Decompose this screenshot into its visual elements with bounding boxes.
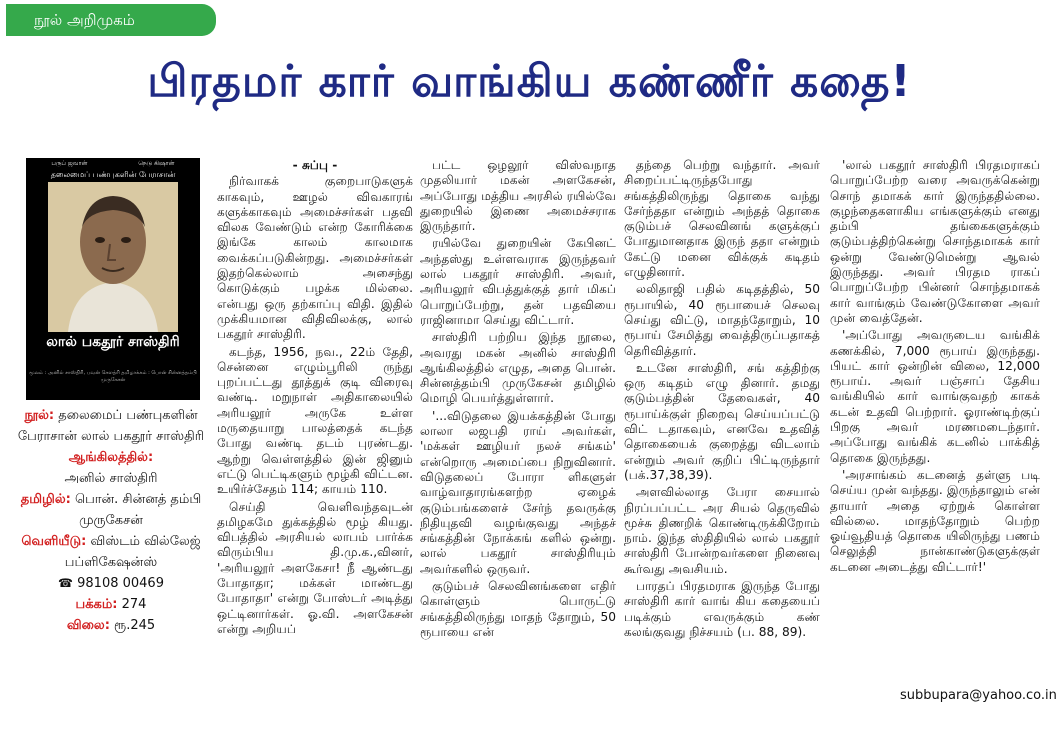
- author-byline: - சுப்பு -: [292, 158, 338, 172]
- cover-top-right: நெடு கிஷான்: [138, 160, 175, 167]
- cover-name: லால் பகதூர் சாஸ்திரி: [46, 334, 180, 350]
- paragraph: பாரதப் பிரதமராக இருந்த போது சாஸ்திரி கார் வாங் கிய கதையைப் படிக்கும் எவருக்கும் கண் கலங்குவது நிச்சயம் (ப. 88, 89).: [624, 579, 820, 639]
- cover-title: தலைமைப் பண்புகளின் பேராசான்: [50, 170, 176, 179]
- price-value: ரூ.245: [114, 618, 156, 633]
- paragraph: உடனே சாஸ்திரி, சங் கத்திற்கு ஒரு கடிதம் எழு தினார். தமது குடும்பத்தின் தேவைகள், 40 ரூபாய்க்குள் நிறைவு செய்யப்பட்டு விட் டதாகவும், எனவே உதவித் தொகையைக் குறைத்து விடலாம் என்றும் அவர் குறிப் பிட்டிருந்தார் (பக்.37,38,39).: [624, 360, 820, 482]
- cover-top-left: பருப் ஜவான்: [51, 160, 88, 167]
- paragraph: குடும்பச் செலவினங்களை எதிர் கொள்ளும் பொருட்டு சங்கத்திலிருந்து மாதந் தோறும், 50 ரூபாயை என்: [420, 579, 616, 639]
- paragraph: '...விடுதலை இயக்கத்தின் போது லாலா லஜபதி ராய் அவர்கள், 'மக்கள் ஊழியர் நலச் சங்கம்' என்றொரு அமைப்பை நிறுவினார். விடுதலைப் போரா ளிகளுள் வாழ்வாதாரங்களற்ற ஏழைக் குடும்பங்களைச் சேர்ந் தவருக்கு நிதியுதவி வழங்குவது அந்தச் சங்கத்தின் நோக்கங் களில் ஒன்று. லால் பகதூர் சாஸ்திரியும் அவர்களில் ஒருவர்.: [420, 408, 616, 576]
- english-value: அனில் சாஸ்திரி: [64, 471, 158, 486]
- tamil-value: பொன். சின்னத் தம்பி முருகேசன்: [74, 492, 202, 528]
- headline: பிரதமர் கார் வாங்கிய கண்ணீர் கதை!: [147, 56, 912, 107]
- article-column-4: [830, 158, 1040, 577]
- paragraph: 'அரசாங்கம் கடனைத் தள்ளு படி செய்ய முன் வந்தது. இருந்தாலும் என் தாயார் அதை ஏற்றுக் கொள்ள வில்லை. மாதந்தோறும் பெற்ற ஓய்வூதியத் தொகை யிலிருந்து பணம் செலுத்தி நான்காண்டுகளுக்குள் கடனை அடைத்து விட்டார்!': [830, 467, 1040, 574]
- book-label: நூல்:: [24, 408, 55, 423]
- author-email: subbupara@yahoo.co.in: [900, 688, 1057, 703]
- paragraph: சாஸ்திரி பற்றிய இந்த நூலை, அவரது மகன் அனில் சாஸ்திரி ஆங்கிலத்தில் எழுத, அதை பொன். சின்னத்தம்பி முருகேசன் தமிழில் மொழி பெயர்த்துள்ளார்.: [420, 330, 616, 406]
- paragraph: தந்தை பெற்று வந்தார். அவர் சிறைப்பட்டிருந்தபோது சங்கத்திலிருந்து தொகை வந்து சேர்ந்ததா என்றும் அந்தத் தொகை குடும்பச் செலவினங் களுக்குப் போதுமானதாக இருந் ததா என்றும் கேட்டு மனை விக்குக் கடிதம் எழுதினார்.: [624, 158, 820, 280]
- pages-label: பக்கம்:: [75, 597, 118, 612]
- article-column-2: [420, 158, 616, 642]
- paragraph: லலிதாஜி பதில் கடிதத்தில், 50 ரூபாயில், 40 ரூபாயைச் செலவு செய்து விட்டு, மாதந்தோறும், 10 ரூபாய் சேமித்து வைத்திருப்பதாகத் தெரிவித்தார்.: [624, 282, 820, 358]
- publisher-label: வெளியீடு:: [21, 534, 87, 549]
- article-column-3: [624, 158, 820, 642]
- paragraph: அளவில்லாத பேரா சையால் நிரப்பப்பட்ட அர சியல் தெருவில் மூச்சு திணறிக் கொண்டிருக்கிறோம் நாம். இந்த ஸ்திதியில் லால் பகதூர் சாஸ்திரி போன்றவர்களை நினைவு கூர்வது அவசியம்.: [624, 485, 820, 576]
- paragraph: பட்ட ஒழலூர் விஸ்வநாத முதலியார் மகன் அளகேசன், அப்போது மத்திய அரசில் ரயில்வே துறையில் இணை அமைச்சராக இருந்தார்.: [420, 158, 616, 234]
- pages-value: 274: [121, 597, 147, 612]
- english-label: ஆங்கிலத்தில்:: [68, 450, 154, 465]
- publisher-value: விஸ்டம் வில்லேஜ் பப்ளிகேஷன்ஸ்: [64, 534, 201, 570]
- book-info: [6, 405, 216, 636]
- tamil-label: தமிழில்:: [20, 492, 71, 507]
- price-label: விலை:: [66, 618, 110, 633]
- paragraph: நிர்வாகக் குறைபாடுகளுக் காகவும், ஊழல் விவகாரங் களுக்காகவும் அமைச்சர்கள் பதவி விலக வேண்டும் என்ற கோரிக்கை இங்கே காலம் காலமாக வைக்கப்படுகின்றது. அமைச்சர்கள் இதற்கெல்லாம் அசைந்து கொடுக்கும் பழக்க மில்லை. என்பது ஒரு தற்காப்பு விதி. இதில் முக்கியமான விதிவிலக்கு, லால் பகதூர் சாஸ்திரி.: [217, 174, 413, 342]
- paragraph: 'அப்போது அவருடைய வங்கிக் கணக்கில், 7,000 ரூபாய் இருந்தது. பியட் கார் ஒன்றின் விலை, 12,000 ரூபாய். அவர் பஞ்சாப் தேசிய வங்கியில் கார் வாங்குவதற் காகக் கடன் உதவி பெற்றார். ஓராண்டிற்குப் பிறகு அவர் மரணமடைந்தார். அப்போது வங்கிக் கடனில் பாக்கித் தொகை இருந்தது.: [830, 328, 1040, 465]
- portrait-image: [48, 182, 178, 332]
- paragraph: கடந்த, 1956, நவ., 22ம் தேதி, சென்னை எழும்பூரிலி ருந்து புறப்பட்டது தூத்துக் குடி விரைவு வண்டி. மறுநாள் அதிகாலையில் அரியலூர் அருகே உள்ள மருதையாறு பாலத்தைக் கடந்த போது வண்டி தடம் புரண்டது. ஆற்று வெள்ளத்தில் இன் ஜினும் எட்டு பெட்டிகளும் மூழ்கி விட்டன. உயிர்ச்சேதம் 114; காயம் 110.: [217, 344, 413, 497]
- phone-icon: ☎: [58, 576, 73, 590]
- paragraph: செய்தி வெளிவந்தவுடன் தமிழகமே துக்கத்தில் மூழ் கியது. விபத்தில் அரசியல் லாபம் பார்க்க விரும்பிய தி.மு.க.,வினர், 'அரியலூர் அளகேசா! நீ ஆண்டது போதாதா; மக்கள் மாண்டது போதாதா' என்று போஸ்டர் அடித்து ஒட்டினார்கள். ஓ.வி. அளகேசன் என்று அறியப்: [217, 499, 413, 636]
- cover-credits: மூலம் : அனில் சாஸ்திரி, பவன் சௌத்ரி தமிழாக்கம் : பொன் சின்னத்தம்பி முருகேசன்: [29, 370, 197, 383]
- book-cover: [26, 158, 200, 400]
- section-tag: நூல் அறிமுகம்: [6, 4, 216, 36]
- article-column-1: [217, 158, 413, 639]
- cover-top-line: [26, 160, 200, 168]
- paragraph: ரயில்வே துறையின் கேபினட் அந்தஸ்து உள்ளவராக இருந்தவர் லால் பகதூர் சாஸ்திரி. அவர், அரியலூர் விபத்துக்குத் தார் மிகப் பொறுப்பேற்று, தன் பதவியை ராஜினாமா செய்து விட்டார்.: [420, 236, 616, 327]
- phone-number: 98108 00469: [77, 576, 164, 591]
- paragraph: 'லால் பகதூர் சாஸ்திரி பிரதமராகப் பொறுப்பேற்ற வரை அவருக்கென்று சொந் தமாகக் கார் இருந்ததில்லை. குழந்தைகளாகிய எங்களுக்கும் எனது தம்பி தங்கைகளுக்கும் குடும்பத்திற்கென்று சொந்தமாகக் கார் ஒன்று வேண்டுமென்று ஆவல் இருந்தது. அவர் பிரதம ராகப் பொறுப்பேற்ற பின்னர் சொந்தமாகக் கார் வாங்கும் வேண்டுகோளை அவர் முன் வைத்தேன்.: [830, 158, 1040, 325]
- book-value: தலைமைப் பண்புகளின் பேராசான் லால் பகதூர் சாஸ்திரி: [17, 408, 205, 444]
